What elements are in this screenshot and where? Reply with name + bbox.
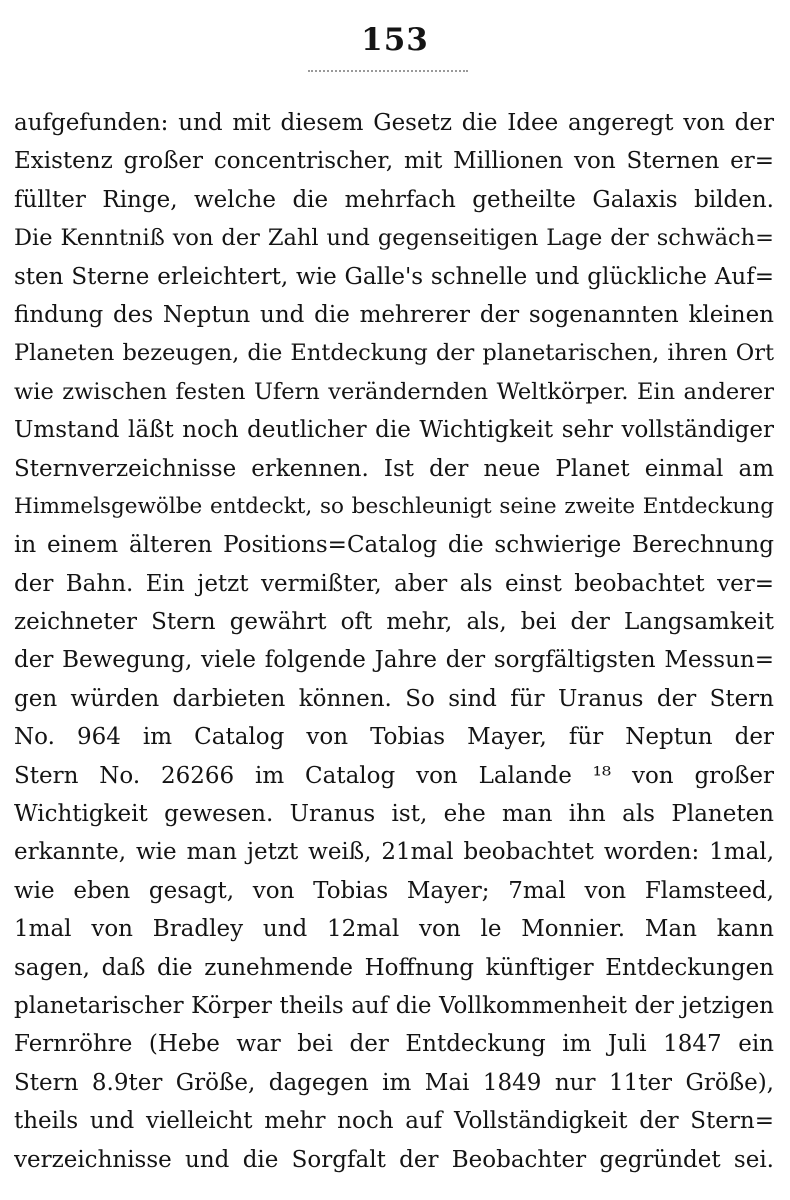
text-line: 1mal von Bradley und 12mal von le Monnier. Man kann: [14, 916, 774, 943]
text-line: Wichtigkeit gewesen. Uranus ist, ehe man ihn als Planeten: [14, 801, 774, 828]
text-line: Die Kenntniß von der Zahl und gegenseitigen Lage der schwäch=: [14, 225, 774, 252]
text-line: wie eben gesagt, von Tobias Mayer; 7mal von Flamsteed,: [14, 877, 774, 904]
text-line: No. 964 im Catalog von Tobias Mayer, für Neptun der: [14, 724, 774, 751]
text-line: Sternverzeichnisse erkennen. Ist der neue Planet einmal am: [14, 455, 774, 482]
text-line: Planeten bezeugen, die Entdeckung der planetarischen, ihren Ort: [14, 340, 774, 367]
text-line: aufgefunden: und mit diesem Gesetz die Idee angeregt von der: [14, 110, 774, 136]
text-line: sagen, daß die zunehmende Hoffnung künftiger Entdeckungen: [14, 954, 774, 981]
header-rule: [308, 70, 468, 72]
body-text: [14, 104, 774, 1179]
text-line: zeichneter Stern gewährt oft mehr, als, bei der Langsamkeit: [14, 609, 774, 636]
text-line: planetarischer Körper theils auf die Vollkommenheit der jetzigen: [14, 992, 774, 1019]
text-line: Stern No. 26266 im Catalog von Lalande ¹⁸ von großer: [14, 762, 774, 789]
text-line: Himmelsgewölbe entdeckt, so beschleunigt seine zweite Entdeckung: [14, 493, 774, 519]
text-line: verzeichnisse und die Sorgfalt der Beobachter gegründet sei.: [14, 1146, 774, 1173]
text-line: Umstand läßt noch deutlicher die Wichtigkeit sehr vollständiger: [14, 417, 774, 444]
text-line: füllter Ringe, welche die mehrfach getheilte Galaxis bilden.: [14, 186, 774, 213]
text-line: findung des Neptun und die mehrerer der sogenannten kleinen: [14, 301, 774, 328]
text-line: sten Sterne erleichtert, wie Galle's schnelle und glückliche Auf=: [14, 263, 774, 290]
text-line: wie zwischen festen Ufern verändernden Weltkörper. Ein anderer: [14, 378, 774, 405]
page-number: 153: [361, 22, 429, 58]
text-line: Stern 8.9ter Größe, dagegen im Mai 1849 nur 11ter Größe),: [14, 1069, 774, 1096]
text-line: Existenz großer concentrischer, mit Millionen von Sternen er=: [14, 148, 774, 175]
text-line: in einem älteren Positions=Catalog die schwierige Berechnung: [14, 532, 774, 559]
text-line: theils und vielleicht mehr noch auf Vollständigkeit der Stern=: [14, 1108, 774, 1135]
text-line: der Bahn. Ein jetzt vermißter, aber als einst beobachtet ver=: [14, 570, 774, 597]
text-line: erkannte, wie man jetzt weiß, 21mal beobachtet worden: 1mal,: [14, 839, 774, 866]
text-line: Fernröhre (Hebe war bei der Entdeckung im Juli 1847 ein: [14, 1031, 774, 1058]
text-line: der Bewegung, viele folgende Jahre der sorgfältigsten Messun=: [14, 647, 774, 674]
text-line: gen würden darbieten können. So sind für Uranus der Stern: [14, 685, 774, 712]
